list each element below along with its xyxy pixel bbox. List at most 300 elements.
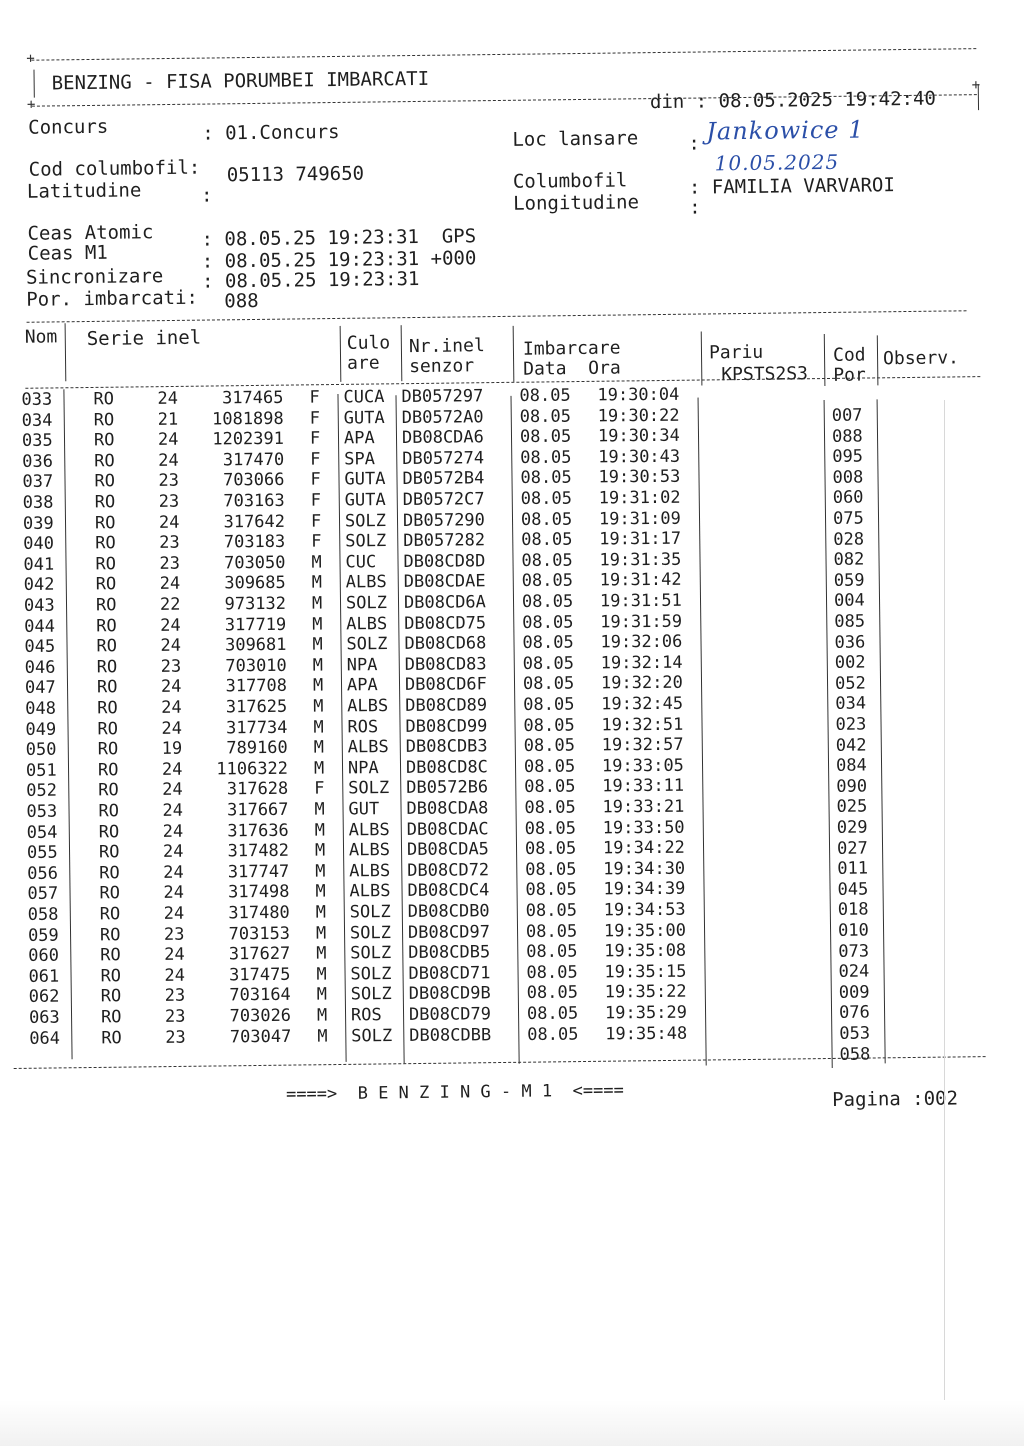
- row-year: 24: [158, 512, 180, 533]
- border-corner: +: [26, 96, 36, 113]
- row-sensor: DB08CD75: [404, 612, 487, 634]
- row-nom: 046: [24, 657, 56, 678]
- por-imbarcati-value: 088: [224, 289, 259, 313]
- row-color: SOLZ: [350, 963, 392, 985]
- row-year: 23: [160, 656, 182, 677]
- cod-por-value: 029: [836, 817, 868, 838]
- row-year: 24: [164, 965, 186, 986]
- cod-por-value: 058: [839, 1044, 871, 1065]
- row-time: 19:30:53: [598, 467, 681, 488]
- row-sensor: DB08CDB5: [408, 942, 491, 964]
- row-sensor: DB08CD68: [404, 633, 487, 655]
- row-year: 24: [159, 574, 181, 595]
- ceas-atomic-value: : 08.05.25 19:23:31 GPS: [201, 225, 477, 251]
- row-time: 19:34:30: [603, 858, 686, 880]
- row-color: ALBS: [347, 696, 389, 717]
- row-country: RO: [101, 1027, 122, 1048]
- row-country: RO: [98, 801, 120, 822]
- border-corner: +: [26, 50, 35, 67]
- row-year: 21: [157, 409, 179, 430]
- row-year: 24: [160, 635, 182, 657]
- row-sex: M: [315, 881, 326, 903]
- row-year: 24: [161, 697, 182, 718]
- row-ring: 703026: [229, 1005, 292, 1027]
- row-date: 08.05: [522, 612, 574, 633]
- row-country: RO: [97, 718, 119, 739]
- row-sex: M: [316, 1005, 328, 1026]
- row-sensor: DB08CD72: [407, 860, 490, 881]
- row-sex: M: [315, 902, 327, 923]
- row-country: RO: [95, 574, 117, 595]
- row-country: RO: [96, 615, 117, 636]
- cod-por-value: 007: [831, 405, 863, 426]
- row-ring: 317642: [223, 511, 286, 532]
- row-time: 19:33:11: [602, 776, 685, 797]
- row-country: RO: [95, 553, 117, 575]
- row-time: 19:31:09: [598, 508, 681, 529]
- row-color: ALBS: [349, 860, 391, 882]
- row-time: 19:35:15: [604, 961, 687, 983]
- cod-por-value: 090: [836, 776, 868, 797]
- release-location-handwritten: Jankowice 1: [706, 115, 865, 146]
- row-year: 23: [158, 491, 180, 512]
- row-date: 08.05: [520, 468, 572, 489]
- row-year: 24: [162, 841, 184, 863]
- row-country: RO: [94, 492, 116, 513]
- cod-columbofil-label: Cod columbofil:: [28, 156, 201, 181]
- row-year: 24: [162, 821, 184, 842]
- row-time: 19:32:45: [601, 693, 684, 715]
- row-sex: F: [309, 428, 321, 449]
- row-date: 08.05: [527, 1024, 579, 1045]
- row-sex: M: [312, 634, 323, 655]
- row-sex: M: [312, 675, 324, 697]
- row-sensor: DB08CD6A: [403, 592, 486, 613]
- col-header-serie-inel: Serie inel: [86, 326, 202, 351]
- columbofil-label: Columbofil: [512, 169, 628, 193]
- row-country: RO: [96, 677, 118, 698]
- row-color: ALBS: [349, 881, 391, 902]
- row-date: 08.05: [526, 1003, 579, 1024]
- row-sensor: DB057274: [402, 448, 485, 469]
- row-sex: M: [316, 943, 327, 964]
- row-year: 23: [164, 1006, 186, 1027]
- col-header-culoare-1: Culo: [346, 332, 391, 354]
- row-sex: F: [309, 387, 320, 408]
- row-country: RO: [95, 595, 117, 616]
- row-date: 08.05: [523, 715, 575, 736]
- row-time: 19:32:14: [600, 652, 683, 674]
- row-sensor: DB08CDBB: [409, 1024, 492, 1046]
- cod-por-value: 008: [832, 467, 864, 488]
- row-ring: 703066: [222, 470, 285, 491]
- row-color: SOLZ: [344, 510, 387, 531]
- row-country: RO: [93, 389, 115, 410]
- row-time: 19:31:35: [599, 549, 682, 571]
- row-sensor: DB08CD89: [405, 695, 488, 716]
- row-nom: 048: [25, 698, 57, 719]
- ceas-m1-label: Ceas M1: [27, 241, 108, 265]
- cod-por-value: 010: [837, 920, 869, 941]
- row-year: 24: [163, 883, 185, 904]
- row-ring: 309685: [224, 573, 286, 594]
- row-sex: M: [314, 820, 326, 841]
- row-sex: F: [314, 778, 325, 800]
- row-sensor: DB08CD8D: [403, 551, 486, 572]
- row-color: SOLZ: [345, 531, 387, 552]
- row-color: SOLZ: [348, 778, 390, 799]
- row-ring: 703153: [228, 923, 291, 944]
- row-ring: 973132: [224, 593, 287, 615]
- row-color: SOLZ: [345, 593, 388, 614]
- row-ring: 703183: [223, 532, 286, 553]
- cod-por-value: 085: [834, 611, 866, 632]
- row-color: CUCA: [343, 387, 385, 408]
- row-nom: 056: [27, 863, 59, 884]
- row-color: ALBS: [348, 819, 390, 840]
- row-ring: 703163: [223, 490, 285, 512]
- row-time: 19:30:43: [598, 446, 681, 468]
- row-country: RO: [94, 471, 116, 492]
- cod-por-value: 088: [831, 426, 863, 447]
- row-year: 24: [161, 759, 183, 780]
- cod-por-value: 060: [832, 487, 864, 509]
- row-time: 19:34:39: [603, 879, 686, 900]
- row-sex: M: [313, 737, 325, 758]
- row-sensor: DB08CDA5: [406, 839, 489, 861]
- row-year: 24: [164, 944, 185, 966]
- row-nom: 054: [26, 822, 58, 843]
- row-color: SOLZ: [349, 922, 392, 943]
- row-color: SOLZ: [351, 1025, 393, 1046]
- row-country: RO: [97, 739, 119, 760]
- row-time: 19:31:02: [598, 487, 681, 509]
- row-date: 08.05: [526, 962, 578, 983]
- row-time: 19:31:17: [599, 528, 682, 550]
- col-header-pariu-2: KPSTS2S3: [721, 363, 809, 386]
- row-sensor: DB08CDAC: [406, 818, 489, 840]
- release-date-handwritten: 10.05.2025: [714, 149, 840, 176]
- row-sensor: DB08CD99: [405, 715, 488, 737]
- row-nom: 049: [25, 719, 57, 740]
- row-country: RO: [99, 862, 120, 884]
- row-country: RO: [98, 780, 119, 801]
- row-time: 19:31:42: [599, 570, 682, 591]
- row-nom: 043: [23, 595, 55, 616]
- cod-por-value: 052: [834, 673, 866, 694]
- row-date: 08.05: [524, 818, 577, 839]
- row-time: 19:31:51: [599, 590, 682, 612]
- row-country: RO: [99, 904, 121, 925]
- row-date: 08.05: [521, 550, 573, 571]
- row-color: ALBS: [345, 572, 387, 593]
- cod-por-value: 028: [833, 529, 865, 550]
- row-date: 08.05: [522, 673, 575, 695]
- row-ring: 317625: [225, 696, 288, 718]
- row-date: 08.05: [524, 776, 576, 798]
- por-imbarcati-label: Por. imbarcati:: [26, 286, 199, 311]
- row-time: 19:31:59: [600, 611, 683, 632]
- col-header-nr-inel-1: Nr.inel: [408, 335, 485, 358]
- row-ring: 317747: [227, 861, 290, 883]
- row-date: 08.05: [520, 509, 573, 530]
- latitudine-label: Latitudine: [26, 179, 142, 203]
- row-sex: M: [315, 861, 326, 882]
- cod-por-value: 025: [836, 796, 868, 818]
- row-nom: 038: [22, 492, 54, 513]
- row-sensor: DB08CD9B: [408, 983, 491, 1005]
- row-ring: 317628: [226, 779, 289, 800]
- row-ring: 703050: [223, 552, 286, 574]
- row-time: 19:34:22: [602, 837, 685, 859]
- row-sensor: DB08CDA6: [401, 427, 484, 449]
- row-sex: M: [314, 799, 325, 820]
- row-color: NPA: [346, 654, 378, 676]
- row-time: 19:35:22: [604, 982, 687, 1003]
- row-nom: 036: [22, 451, 54, 472]
- row-color: SOLZ: [350, 984, 392, 1005]
- row-color: GUTA: [344, 490, 386, 511]
- row-sensor: DB057290: [402, 509, 485, 531]
- row-date: 08.05: [525, 900, 578, 921]
- row-ring: 317627: [228, 944, 291, 965]
- row-nom: 034: [21, 410, 53, 431]
- row-sensor: DB08CD97: [407, 921, 490, 943]
- row-date: 08.05: [525, 879, 577, 901]
- row-sex: M: [312, 655, 324, 676]
- row-color: APA: [343, 428, 375, 449]
- row-date: 08.05: [522, 653, 574, 674]
- row-date: 08.05: [519, 406, 571, 427]
- row-year: 24: [158, 450, 179, 471]
- row-country: RO: [99, 924, 121, 945]
- cod-por-value: 082: [833, 549, 865, 571]
- row-country: RO: [93, 409, 115, 430]
- row-sensor: DB08CDB3: [405, 736, 488, 758]
- row-country: RO: [96, 656, 118, 678]
- row-color: SOLZ: [350, 943, 392, 964]
- row-nom: 044: [24, 616, 56, 637]
- row-nom: 035: [21, 430, 53, 452]
- row-nom: 061: [28, 966, 60, 987]
- row-date: 08.05: [523, 735, 576, 757]
- row-sensor: DB08CD71: [408, 963, 491, 984]
- row-sensor: DB0572C7: [402, 489, 485, 510]
- row-color: GUTA: [344, 469, 386, 490]
- row-ring: 317475: [229, 964, 291, 986]
- cod-por-value: 036: [834, 632, 866, 653]
- cod-por-value: 004: [833, 590, 865, 612]
- row-nom: 042: [23, 575, 55, 596]
- row-country: RO: [95, 533, 116, 554]
- row-ring: 1202391: [212, 429, 285, 450]
- cod-por-value: 024: [838, 961, 870, 983]
- row-color: ROS: [350, 1005, 382, 1026]
- cod-por-value: 018: [837, 899, 869, 921]
- row-date: 08.05: [525, 859, 577, 880]
- row-ring: 1106322: [216, 758, 289, 780]
- row-ring: 317480: [228, 902, 290, 924]
- row-time: 19:35:08: [604, 940, 687, 962]
- col-header-observ: Observ.: [882, 347, 960, 370]
- row-sex: M: [313, 758, 325, 779]
- longitudine-value: :: [689, 196, 701, 219]
- col-header-cod-2: Por: [833, 364, 866, 386]
- row-ring: 317734: [225, 717, 288, 738]
- row-date: 08.05: [520, 447, 572, 468]
- report-title: BENZING - FISA PORUMBEI IMBARCATI: [51, 67, 430, 95]
- row-date: 08.05: [522, 632, 574, 654]
- row-sex: M: [315, 923, 327, 944]
- row-year: 23: [159, 532, 180, 554]
- row-sensor: DB08CD83: [404, 654, 487, 675]
- latitudine-value: :: [200, 184, 213, 207]
- row-nom: 033: [21, 389, 53, 410]
- cod-columbofil-value: 05113 749650: [226, 162, 365, 187]
- row-nom: 063: [28, 1007, 60, 1028]
- row-date: 08.05: [525, 921, 578, 942]
- row-time: 19:32:51: [601, 714, 684, 735]
- row-year: 24: [161, 718, 183, 739]
- row-color: ALBS: [347, 737, 389, 758]
- row-sensor: DB057282: [403, 530, 486, 552]
- row-ring: 317667: [227, 799, 289, 821]
- row-nom: 055: [26, 842, 58, 864]
- row-country: RO: [97, 759, 119, 781]
- row-sex: F: [311, 531, 322, 552]
- row-date: 08.05: [524, 797, 576, 818]
- row-color: ROS: [347, 716, 379, 737]
- loc-lansare-colon: :: [688, 132, 701, 155]
- paper-bottom-shadow: [0, 1400, 1024, 1446]
- row-sensor: DB08CDC4: [407, 880, 490, 902]
- sincronizare-value: : 08.05.25 19:23:31: [201, 267, 420, 293]
- row-sensor: DB08CDB0: [407, 901, 490, 922]
- row-country: RO: [94, 512, 116, 533]
- row-color: SOLZ: [346, 634, 388, 655]
- row-date: 08.05: [519, 426, 572, 448]
- row-sensor: DB0572B4: [402, 468, 485, 490]
- row-ring: 317719: [224, 614, 287, 635]
- row-time: 19:32:20: [600, 673, 683, 694]
- row-sex: M: [313, 717, 324, 738]
- row-color: APA: [346, 675, 378, 696]
- row-sex: F: [310, 469, 321, 491]
- row-color: ALBS: [348, 840, 391, 861]
- row-color: GUT: [348, 799, 380, 820]
- row-sex: M: [311, 572, 323, 594]
- row-country: RO: [96, 636, 118, 657]
- row-year: 23: [164, 986, 186, 1007]
- cod-por-value: 027: [836, 838, 868, 859]
- row-time: 19:30:22: [597, 405, 680, 427]
- row-year: 23: [163, 924, 185, 945]
- row-ring: 317498: [228, 882, 290, 903]
- row-year: 23: [158, 471, 180, 492]
- row-color: CUC: [345, 551, 377, 573]
- row-nom: 064: [29, 1028, 61, 1049]
- row-nom: 062: [28, 987, 60, 1008]
- row-year: 24: [163, 903, 185, 924]
- concurs-label: Concurs: [28, 115, 109, 139]
- row-date: 08.05: [521, 591, 574, 613]
- row-date: 08.05: [523, 756, 576, 777]
- row-nom: 045: [24, 636, 56, 658]
- col-header-pariu-1: Pariu: [708, 341, 764, 364]
- cod-por-value: 076: [838, 1002, 870, 1024]
- row-country: RO: [98, 842, 120, 863]
- row-nom: 050: [25, 739, 57, 761]
- row-date: 08.05: [526, 941, 578, 963]
- row-nom: 052: [26, 781, 58, 802]
- row-nom: 060: [28, 945, 60, 967]
- cod-por-value: 002: [834, 652, 866, 674]
- row-sensor: DB0572B6: [406, 777, 489, 799]
- cod-por-value: 095: [832, 446, 864, 468]
- row-sex: M: [313, 696, 324, 717]
- row-date: 08.05: [519, 385, 571, 407]
- row-sex: M: [314, 840, 326, 861]
- row-time: 19:30:34: [597, 425, 680, 447]
- row-sensor: DB08CDA8: [406, 798, 489, 819]
- report-datetime: din : 08.05.2025 19:42:40: [649, 87, 937, 114]
- cod-por-value: 034: [835, 693, 867, 715]
- row-country: RO: [93, 430, 115, 451]
- cod-por-value: 073: [838, 941, 870, 962]
- col-header-nom: Nom: [24, 326, 58, 348]
- row-sex: F: [310, 490, 322, 511]
- row-ring: 703010: [225, 655, 287, 677]
- row-sex: M: [316, 984, 328, 1006]
- row-ring: 317636: [227, 820, 289, 841]
- row-ring: 317482: [227, 841, 290, 862]
- row-sensor: DB08CD6F: [404, 674, 487, 696]
- border-corner: +: [971, 77, 981, 94]
- cod-por-value: 084: [835, 755, 867, 777]
- row-nom: 058: [27, 904, 59, 925]
- row-nom: 047: [24, 678, 56, 699]
- row-nom: 051: [25, 760, 57, 781]
- col-header-imbarcare-2: Data Ora: [523, 357, 621, 380]
- row-ring: 309681: [224, 635, 287, 656]
- ceas-atomic-label: Ceas Atomic: [27, 221, 154, 245]
- cod-por-value: 053: [839, 1023, 871, 1044]
- col-header-nr-inel-2: senzor: [409, 355, 475, 378]
- row-nom: 057: [27, 884, 59, 905]
- row-year: 22: [159, 594, 181, 615]
- cod-por-value: 042: [835, 735, 867, 756]
- sincronizare-label: Sincronizare: [25, 265, 164, 289]
- row-time: 19:33:50: [602, 817, 685, 838]
- row-date: 08.05: [521, 570, 573, 592]
- col-header-imbarcare-1: Imbarcare: [522, 337, 621, 360]
- row-year: 24: [157, 429, 179, 451]
- row-sensor: DB08CDAE: [403, 571, 486, 593]
- row-time: 19:30:04: [597, 384, 680, 406]
- row-time: 19:35:29: [604, 1002, 687, 1024]
- row-country: RO: [94, 451, 115, 472]
- row-nom: 040: [23, 533, 55, 555]
- row-time: 19:32:06: [600, 631, 683, 653]
- cod-por-value: 009: [838, 982, 870, 1003]
- row-sex: F: [309, 408, 321, 429]
- row-ring: 1081898: [211, 408, 284, 430]
- row-nom: 037: [22, 472, 54, 493]
- row-year: 24: [163, 862, 184, 883]
- cod-por-value: 011: [837, 858, 869, 880]
- row-time: 19:34:53: [603, 899, 686, 921]
- row-sensor: DB08CD8C: [405, 757, 488, 778]
